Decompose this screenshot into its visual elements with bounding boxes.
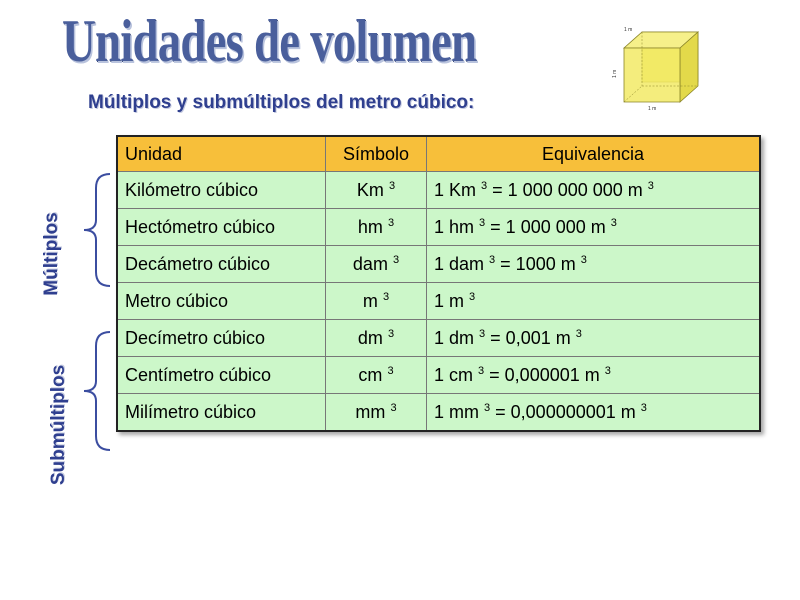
unit-symbol: dm $^3$: [326, 320, 427, 357]
unit-name: Hectómetro cúbico: [117, 209, 326, 246]
multiplos-brace: [78, 172, 114, 288]
unit-equivalence: 1 Km $^3$ = 1 000 000 000 m $^3$: [427, 172, 761, 209]
cube-label-side: 1 m: [612, 69, 618, 78]
cube-label-top: 1 m: [624, 27, 633, 33]
table-row: [117, 357, 760, 394]
header-unidad: Unidad: [117, 136, 326, 172]
unit-equivalence: 1 cm $^3$ = 0,000001 m $^3$: [427, 357, 761, 394]
header-equivalencia: Equivalencia: [427, 136, 761, 172]
unit-symbol: mm $^3$: [326, 394, 427, 432]
unit-equivalence: 1 mm $^3$ = 0,000000001 m $^3$: [427, 394, 761, 432]
unit-symbol: m $^3$: [326, 283, 427, 320]
unit-name: Decímetro cúbico: [117, 320, 326, 357]
table-row: [117, 246, 760, 283]
unit-symbol: cm $^3$: [326, 357, 427, 394]
table-row: [117, 394, 760, 432]
volume-units-table: [116, 135, 761, 432]
unit-equivalence: 1 hm $^3$ = 1 000 000 m $^3$: [427, 209, 761, 246]
page-title: Unidades de volumen: [62, 8, 477, 74]
table-row: [117, 172, 760, 209]
table-row: [117, 209, 760, 246]
unit-symbol: Km $^3$: [326, 172, 427, 209]
table-row: [117, 320, 760, 357]
table-header-row: [117, 136, 760, 172]
side-label-submultiplos: Submúltiplos: [48, 364, 69, 486]
unit-equivalence: 1 dm $^3$ = 0,001 m $^3$: [427, 320, 761, 357]
unit-equivalence: 1 m $^3$: [427, 283, 761, 320]
table-row: [117, 283, 760, 320]
cube-label-bottom: 1 m: [648, 106, 657, 112]
unit-name: Decámetro cúbico: [117, 246, 326, 283]
unit-name: Milímetro cúbico: [117, 394, 326, 432]
cube-illustration: [610, 24, 710, 124]
submultiplos-brace: [78, 330, 114, 452]
side-label-multiplos: Múltiplos: [41, 212, 62, 296]
unit-symbol: hm $^3$: [326, 209, 427, 246]
page-subtitle: Múltiplos y submúltiplos del metro cúbico:: [88, 92, 475, 113]
unit-name: Kilómetro cúbico: [117, 172, 326, 209]
cube-front-face: [624, 48, 680, 102]
unit-name: Centímetro cúbico: [117, 357, 326, 394]
unit-name: Metro cúbico: [117, 283, 326, 320]
header-simbolo: Símbolo: [326, 136, 427, 172]
unit-equivalence: 1 dam $^3$ = 1000 m $^3$: [427, 246, 761, 283]
unit-symbol: dam $^3$: [326, 246, 427, 283]
